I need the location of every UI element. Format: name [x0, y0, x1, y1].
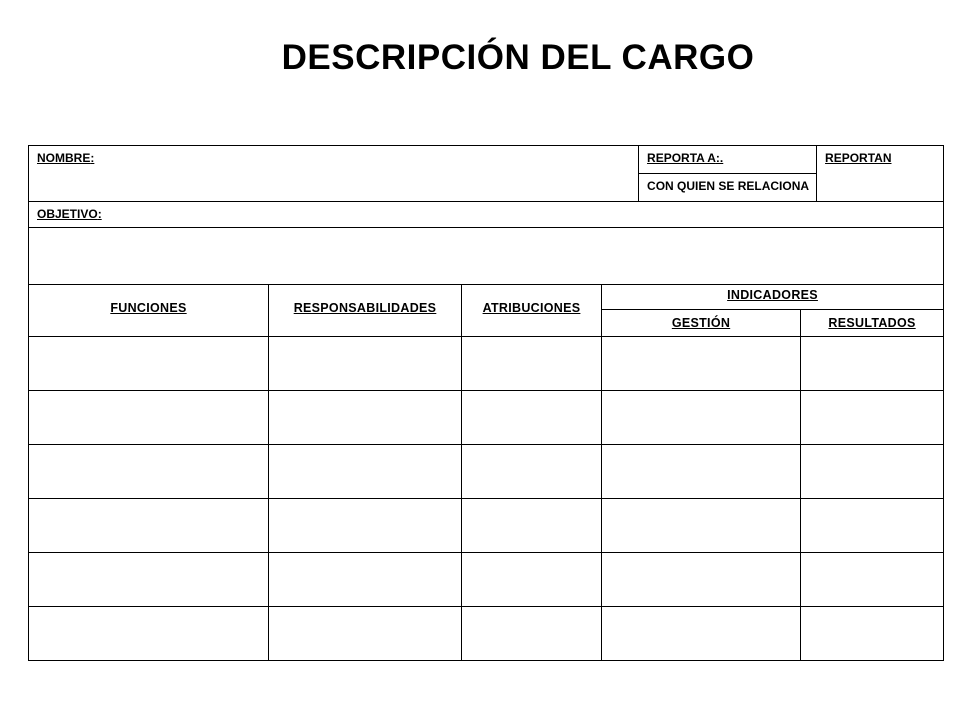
atribuciones-cell[interactable]: [462, 553, 602, 607]
responsabilidades-cell[interactable]: [269, 337, 462, 391]
page-title: DESCRIPCIÓN DEL CARGO: [281, 38, 755, 77]
table-row: [29, 607, 944, 661]
atribuciones-cell[interactable]: [462, 391, 602, 445]
table-row: [29, 445, 944, 499]
table-row: [29, 499, 944, 553]
responsabilidades-cell[interactable]: [269, 391, 462, 445]
reportan-cell[interactable]: [817, 146, 944, 202]
atribuciones-cell[interactable]: [462, 445, 602, 499]
reporta-suffix: :.: [715, 151, 724, 165]
resultados-cell[interactable]: [801, 499, 944, 553]
funciones-cell[interactable]: [29, 337, 269, 391]
funciones-cell[interactable]: [29, 445, 269, 499]
table-row: [29, 337, 944, 391]
table-row: [29, 391, 944, 445]
responsabilidades-cell[interactable]: [269, 445, 462, 499]
gestion-header: GESTIÓN: [602, 310, 801, 337]
responsabilidades-cell[interactable]: [269, 607, 462, 661]
responsabilidades-cell[interactable]: [269, 499, 462, 553]
resultados-header: RESULTADOS: [801, 310, 944, 337]
indicadores-header: INDICADORES: [602, 285, 944, 310]
objetivo-label-cell: OBJETIVO:: [29, 202, 944, 228]
objetivo-label: OBJETIVO: [37, 207, 98, 221]
funciones-cell[interactable]: [29, 391, 269, 445]
resultados-cell[interactable]: [801, 607, 944, 661]
resultados-cell[interactable]: [801, 553, 944, 607]
funciones-cell[interactable]: [29, 553, 269, 607]
gestion-cell[interactable]: [602, 445, 801, 499]
resultados-cell[interactable]: [801, 445, 944, 499]
gestion-cell[interactable]: [602, 337, 801, 391]
gestion-cell[interactable]: [602, 553, 801, 607]
form-table: [28, 145, 944, 661]
gestion-cell[interactable]: [602, 607, 801, 661]
relaciona-cell[interactable]: [639, 174, 817, 202]
job-description-form: [28, 145, 943, 661]
atribuciones-cell[interactable]: [462, 607, 602, 661]
reportan-label: REPORTAN: [825, 151, 892, 165]
gestion-cell[interactable]: [602, 499, 801, 553]
table-body: [29, 337, 944, 661]
objetivo-field[interactable]: [29, 228, 944, 285]
funciones-cell[interactable]: [29, 499, 269, 553]
reporta-label: REPORTA A: [647, 151, 716, 165]
nombre-cell[interactable]: NOMBRE:: [29, 146, 639, 202]
funciones-cell[interactable]: [29, 607, 269, 661]
responsabilidades-header: RESPONSABILIDADES: [269, 285, 462, 337]
resultados-cell[interactable]: [801, 391, 944, 445]
atribuciones-cell[interactable]: [462, 499, 602, 553]
gestion-cell[interactable]: [602, 391, 801, 445]
atribuciones-header: ATRIBUCIONES: [462, 285, 602, 337]
nombre-label: NOMBRE: [37, 151, 91, 165]
resultados-cell[interactable]: [801, 337, 944, 391]
funciones-header: FUNCIONES: [29, 285, 269, 337]
responsabilidades-cell[interactable]: [269, 553, 462, 607]
atribuciones-cell[interactable]: [462, 337, 602, 391]
table-row: [29, 553, 944, 607]
relaciona-label: CON QUIEN SE RELACIONA: [647, 179, 810, 193]
reporta-a-cell[interactable]: [639, 146, 817, 174]
